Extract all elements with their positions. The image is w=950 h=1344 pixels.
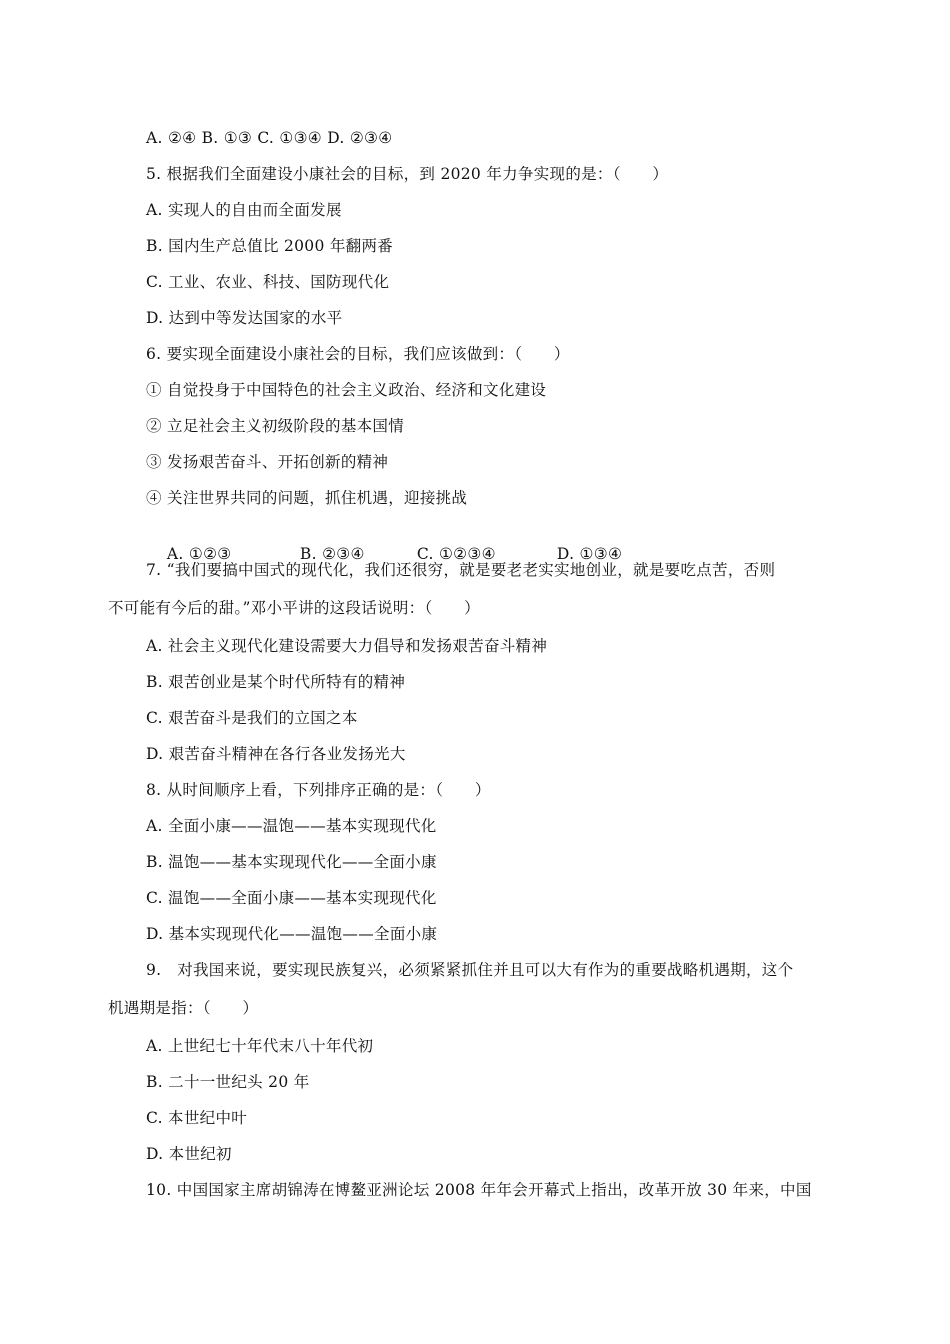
q7-stem: 7. “我们要搞中国式的现代化，我们还很穷，就是要老老实实地创业，就是要吃点苦，否则 bbox=[146, 561, 776, 579]
q7-option-c: C. 艰苦奋斗是我们的立国之本 bbox=[146, 709, 358, 727]
q7-option-b: B. 艰苦创业是某个时代所特有的精神 bbox=[146, 673, 406, 691]
q7-option-a: A. 社会主义现代化建设需要大力倡导和发扬艰苦奋斗精神 bbox=[146, 637, 548, 655]
q7-option-d: D. 艰苦奋斗精神在各行各业发扬光大 bbox=[146, 745, 406, 763]
q9-stem-cont: 机遇期是指：（ ） bbox=[108, 999, 259, 1017]
q8-option-a: A. 全面小康——温饱——基本实现现代化 bbox=[146, 817, 437, 835]
q9-option-a: A. 上世纪七十年代末八十年代初 bbox=[146, 1037, 374, 1055]
q9-option-d: D. 本世纪初 bbox=[146, 1145, 232, 1163]
q6-option-d: D. ①③④ bbox=[556, 545, 623, 563]
q9-option-b: B. 二十一世纪头 20 年 bbox=[146, 1073, 310, 1091]
q5-stem: 5. 根据我们全面建设小康社会的目标，到 2020 年力争实现的是：（ ） bbox=[146, 165, 669, 183]
q5-option-b: B. 国内生产总值比 2000 年翻两番 bbox=[146, 237, 394, 255]
q5-option-d: D. 达到中等发达国家的水平 bbox=[146, 309, 343, 327]
q6-item-4: ④ 关注世界共同的问题，抓住机遇，迎接挑战 bbox=[146, 489, 468, 507]
q10-stem: 10. 中国国家主席胡锦涛在博鳌亚洲论坛 2008 年年会开幕式上指出，改革开放 30 年来，中国 bbox=[146, 1181, 812, 1199]
q6-option-c: C. ①②③④ bbox=[416, 545, 496, 563]
q6-item-2: ② 立足社会主义初级阶段的基本国情 bbox=[146, 417, 405, 435]
q6-item-1: ① 自觉投身于中国特色的社会主义政治、经济和文化建设 bbox=[146, 381, 547, 399]
q5-option-a: A. 实现人的自由而全面发展 bbox=[146, 201, 342, 219]
q8-option-c: C. 温饱——全面小康——基本实现现代化 bbox=[146, 889, 437, 907]
q5-option-c: C. 工业、农业、科技、国防现代化 bbox=[146, 273, 390, 291]
q7-stem-cont: 不可能有今后的甜。”邓小平讲的这段话说明：（ ） bbox=[108, 599, 480, 617]
q6-option-a: A. ①②③ bbox=[166, 545, 232, 563]
q6-item-3: ③ 发扬艰苦奋斗、开拓创新的精神 bbox=[146, 453, 389, 471]
q6-stem: 6. 要实现全面建设小康社会的目标，我们应该做到：（ ） bbox=[146, 345, 570, 363]
q8-option-b: B. 温饱——基本实现现代化——全面小康 bbox=[146, 853, 437, 871]
q9-stem: 9. 对我国来说，要实现民族复兴，必须紧紧抓住并且可以大有作为的重要战略机遇期，这个 bbox=[146, 961, 794, 979]
q4-options: A. ②④ B. ①③ C. ①③④ D. ②③④ bbox=[146, 129, 393, 147]
q9-option-c: C. 本世纪中叶 bbox=[146, 1109, 248, 1127]
q8-stem: 8. 从时间顺序上看，下列排序正确的是：（ ） bbox=[146, 781, 491, 799]
q8-option-d: D. 基本实现现代化——温饱——全面小康 bbox=[146, 925, 438, 943]
q6-option-b: B. ②③④ bbox=[299, 545, 365, 563]
